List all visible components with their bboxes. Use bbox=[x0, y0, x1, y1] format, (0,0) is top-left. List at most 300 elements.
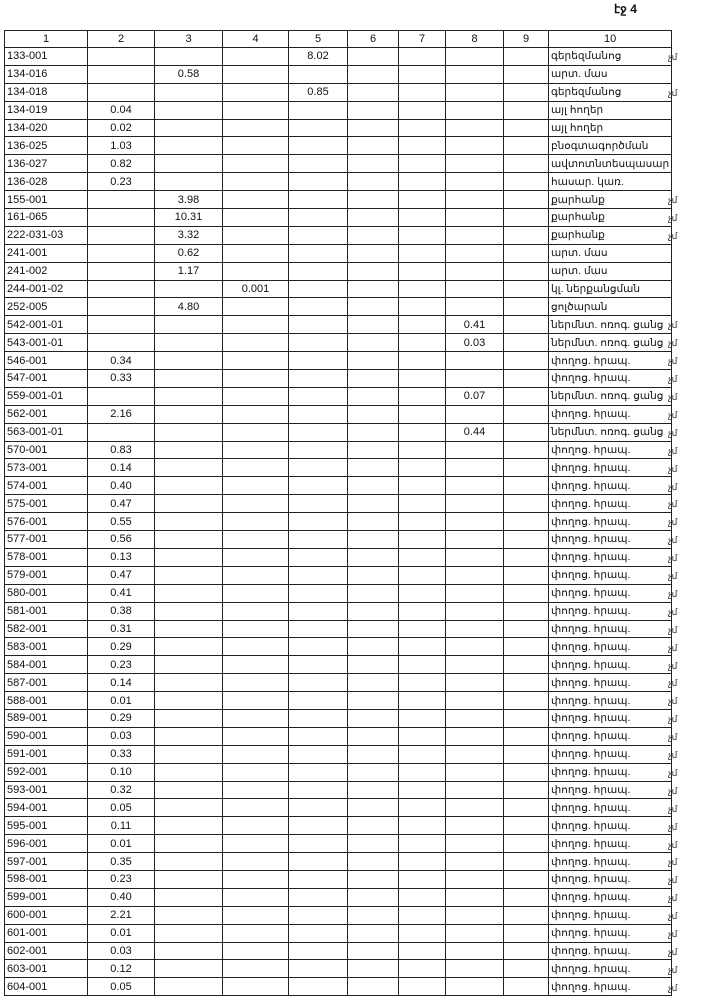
area-value bbox=[399, 835, 446, 853]
area-value bbox=[223, 709, 289, 727]
header-cell: 8 bbox=[446, 31, 504, 48]
area-value bbox=[289, 853, 348, 871]
land-use: ավտոտնտեսպասար bbox=[549, 155, 672, 173]
area-value bbox=[289, 101, 348, 119]
area-value bbox=[348, 674, 399, 692]
area-value bbox=[223, 83, 289, 101]
area-value bbox=[504, 942, 549, 960]
margin-mark: չմ bbox=[668, 821, 678, 832]
area-value bbox=[348, 942, 399, 960]
area-value: 0.47 bbox=[88, 495, 155, 513]
area-value bbox=[289, 817, 348, 835]
area-value bbox=[446, 620, 504, 638]
area-value bbox=[348, 978, 399, 996]
area-value bbox=[348, 244, 399, 262]
land-use: բնօգտագործման bbox=[549, 137, 672, 155]
land-use: քարհանք bbox=[549, 226, 672, 244]
area-value bbox=[289, 209, 348, 227]
parcel-code: 562-001 bbox=[5, 405, 88, 423]
margin-mark: չմ bbox=[668, 571, 678, 581]
area-value bbox=[155, 709, 223, 727]
area-value bbox=[504, 548, 549, 566]
margin-mark: չմ bbox=[668, 714, 678, 725]
area-value: 0.62 bbox=[155, 244, 223, 262]
area-value bbox=[446, 280, 504, 298]
area-value bbox=[155, 727, 223, 745]
area-value bbox=[155, 638, 223, 656]
area-value bbox=[399, 334, 446, 352]
land-use: փողոց. հրապ. bbox=[549, 459, 672, 477]
table-row bbox=[5, 870, 672, 888]
area-value: 0.13 bbox=[88, 548, 155, 566]
area-value: 0.47 bbox=[88, 566, 155, 584]
area-value: 2.21 bbox=[88, 906, 155, 924]
area-value bbox=[446, 209, 504, 227]
area-value bbox=[504, 423, 549, 441]
land-use: փողոց. հրապ. bbox=[549, 674, 672, 692]
area-value bbox=[155, 656, 223, 674]
area-value bbox=[289, 763, 348, 781]
area-value bbox=[446, 799, 504, 817]
area-value bbox=[155, 513, 223, 531]
area-value bbox=[155, 960, 223, 978]
area-value bbox=[504, 692, 549, 710]
margin-mark: չմ bbox=[668, 230, 678, 241]
land-table bbox=[4, 30, 672, 996]
parcel-code: 573-001 bbox=[5, 459, 88, 477]
table-row bbox=[5, 638, 672, 656]
table-row bbox=[5, 817, 672, 835]
area-value bbox=[155, 870, 223, 888]
area-value: 3.32 bbox=[155, 226, 223, 244]
area-value bbox=[348, 602, 399, 620]
margin-mark: չմ bbox=[668, 553, 678, 564]
parcel-code: 588-001 bbox=[5, 692, 88, 710]
area-value bbox=[399, 870, 446, 888]
area-value bbox=[504, 155, 549, 173]
area-value bbox=[446, 727, 504, 745]
area-value bbox=[348, 924, 399, 942]
area-value bbox=[504, 370, 549, 388]
table-row bbox=[5, 65, 672, 83]
parcel-code: 600-001 bbox=[5, 906, 88, 924]
area-value bbox=[399, 692, 446, 710]
area-value: 0.02 bbox=[88, 119, 155, 137]
parcel-code: 590-001 bbox=[5, 727, 88, 745]
table-row bbox=[5, 370, 672, 388]
area-value bbox=[504, 960, 549, 978]
table-row bbox=[5, 709, 672, 727]
parcel-code: 241-001 bbox=[5, 244, 88, 262]
area-value bbox=[289, 387, 348, 405]
area-value bbox=[155, 674, 223, 692]
parcel-code: 222-031-03 bbox=[5, 226, 88, 244]
table-row bbox=[5, 101, 672, 119]
area-value bbox=[446, 262, 504, 280]
area-value bbox=[348, 870, 399, 888]
area-value bbox=[289, 548, 348, 566]
margin-mark: չմ bbox=[668, 356, 678, 367]
area-value: 0.31 bbox=[88, 620, 155, 638]
area-value bbox=[348, 817, 399, 835]
parcel-code: 133-001 bbox=[5, 48, 88, 66]
area-value bbox=[348, 638, 399, 656]
header-cell: 4 bbox=[223, 31, 289, 48]
table-row bbox=[5, 191, 672, 209]
parcel-code: 563-001-01 bbox=[5, 423, 88, 441]
area-value bbox=[446, 155, 504, 173]
area-value bbox=[289, 960, 348, 978]
area-value bbox=[399, 101, 446, 119]
parcel-code: 575-001 bbox=[5, 495, 88, 513]
area-value bbox=[446, 960, 504, 978]
area-value bbox=[223, 173, 289, 191]
area-value bbox=[223, 101, 289, 119]
area-value bbox=[504, 387, 549, 405]
area-value bbox=[289, 316, 348, 334]
area-value bbox=[223, 119, 289, 137]
area-value bbox=[289, 888, 348, 906]
land-use: փողոց. հրապ. bbox=[549, 602, 672, 620]
area-value bbox=[223, 978, 289, 996]
parcel-code: 134-020 bbox=[5, 119, 88, 137]
margin-mark: չմ bbox=[668, 481, 678, 492]
area-value: 0.33 bbox=[88, 745, 155, 763]
margin-mark: չմ bbox=[668, 964, 678, 975]
area-value bbox=[289, 674, 348, 692]
area-value bbox=[504, 477, 549, 495]
area-value bbox=[399, 906, 446, 924]
area-value bbox=[223, 817, 289, 835]
area-value bbox=[399, 477, 446, 495]
area-value: 0.56 bbox=[88, 531, 155, 549]
land-use: արտ. մաս bbox=[549, 65, 672, 83]
area-value bbox=[223, 853, 289, 871]
margin-mark: չմ bbox=[668, 588, 678, 599]
land-use: կլ. ներքանցման bbox=[549, 280, 672, 298]
area-value bbox=[223, 352, 289, 370]
area-value bbox=[155, 387, 223, 405]
area-value bbox=[155, 763, 223, 781]
margin-mark: չմ bbox=[668, 857, 678, 868]
parcel-code: 577-001 bbox=[5, 531, 88, 549]
parcel-code: 136-027 bbox=[5, 155, 88, 173]
area-value bbox=[504, 119, 549, 137]
area-value: 0.23 bbox=[88, 870, 155, 888]
area-value: 0.40 bbox=[88, 477, 155, 495]
area-value bbox=[155, 316, 223, 334]
area-value bbox=[348, 835, 399, 853]
parcel-code: 599-001 bbox=[5, 888, 88, 906]
area-value bbox=[399, 781, 446, 799]
table-row bbox=[5, 244, 672, 262]
area-value bbox=[504, 763, 549, 781]
land-use: փողոց. հրապ. bbox=[549, 441, 672, 459]
area-value: 0.83 bbox=[88, 441, 155, 459]
area-value bbox=[88, 316, 155, 334]
area-value: 0.44 bbox=[446, 423, 504, 441]
margin-mark: չմ bbox=[668, 606, 678, 617]
area-value bbox=[399, 495, 446, 513]
land-use: փողոց. հրապ. bbox=[549, 620, 672, 638]
land-use: ներմնտ. ոռոգ. ցանց bbox=[549, 334, 672, 352]
area-value bbox=[155, 799, 223, 817]
table-row bbox=[5, 119, 672, 137]
area-value bbox=[446, 817, 504, 835]
area-value bbox=[223, 924, 289, 942]
area-value bbox=[446, 352, 504, 370]
land-use: ներմնտ. ոռոգ. ցանց bbox=[549, 423, 672, 441]
area-value bbox=[504, 316, 549, 334]
area-value bbox=[88, 244, 155, 262]
parcel-code: 134-016 bbox=[5, 65, 88, 83]
area-value bbox=[155, 334, 223, 352]
parcel-code: 241-002 bbox=[5, 262, 88, 280]
area-value bbox=[504, 226, 549, 244]
area-value: 8.02 bbox=[289, 48, 348, 66]
area-value bbox=[289, 495, 348, 513]
table-row bbox=[5, 83, 672, 101]
area-value: 0.07 bbox=[446, 387, 504, 405]
area-value bbox=[289, 602, 348, 620]
area-value bbox=[289, 638, 348, 656]
area-value bbox=[399, 119, 446, 137]
area-value bbox=[446, 942, 504, 960]
area-value bbox=[348, 584, 399, 602]
area-value bbox=[399, 566, 446, 584]
margin-mark: չմ bbox=[668, 660, 678, 671]
area-value bbox=[446, 137, 504, 155]
area-value bbox=[348, 191, 399, 209]
land-use: փողոց. հրապ. bbox=[549, 763, 672, 781]
land-use: փողոց. հրապ. bbox=[549, 495, 672, 513]
area-value bbox=[504, 727, 549, 745]
area-value bbox=[289, 906, 348, 924]
area-value bbox=[289, 191, 348, 209]
area-value bbox=[504, 620, 549, 638]
land-use: ներմնտ. ոռոգ. ցանց bbox=[549, 387, 672, 405]
area-value bbox=[289, 781, 348, 799]
table-row bbox=[5, 405, 672, 423]
area-value bbox=[399, 405, 446, 423]
area-value: 0.03 bbox=[446, 334, 504, 352]
area-value bbox=[399, 638, 446, 656]
area-value bbox=[88, 298, 155, 316]
area-value bbox=[289, 155, 348, 173]
area-value bbox=[399, 745, 446, 763]
area-value: 0.82 bbox=[88, 155, 155, 173]
area-value bbox=[504, 674, 549, 692]
area-value bbox=[289, 656, 348, 674]
margin-mark: չմ bbox=[668, 499, 678, 510]
parcel-code: 155-001 bbox=[5, 191, 88, 209]
area-value bbox=[223, 888, 289, 906]
area-value bbox=[504, 83, 549, 101]
area-value bbox=[289, 584, 348, 602]
area-value bbox=[399, 924, 446, 942]
margin-mark: չմ bbox=[668, 642, 678, 653]
margin-mark: չմ bbox=[668, 427, 678, 438]
area-value bbox=[348, 495, 399, 513]
land-use: փողոց. հրապ. bbox=[549, 745, 672, 763]
area-value bbox=[504, 262, 549, 280]
area-value bbox=[504, 835, 549, 853]
area-value: 0.23 bbox=[88, 656, 155, 674]
area-value bbox=[348, 226, 399, 244]
land-use: փողոց. հրապ. bbox=[549, 817, 672, 835]
parcel-code: 589-001 bbox=[5, 709, 88, 727]
area-value bbox=[504, 191, 549, 209]
area-value bbox=[504, 173, 549, 191]
area-value bbox=[155, 83, 223, 101]
area-value bbox=[155, 942, 223, 960]
parcel-code: 546-001 bbox=[5, 352, 88, 370]
area-value bbox=[289, 441, 348, 459]
area-value bbox=[504, 656, 549, 674]
area-value bbox=[289, 799, 348, 817]
table-row bbox=[5, 960, 672, 978]
area-value bbox=[446, 405, 504, 423]
table-row bbox=[5, 298, 672, 316]
area-value bbox=[504, 48, 549, 66]
area-value: 0.29 bbox=[88, 638, 155, 656]
land-use: փողոց. հրապ. bbox=[549, 978, 672, 996]
area-value bbox=[504, 584, 549, 602]
area-value bbox=[504, 638, 549, 656]
area-value bbox=[155, 459, 223, 477]
area-value bbox=[504, 924, 549, 942]
area-value bbox=[348, 888, 399, 906]
margin-mark: չմ bbox=[668, 750, 678, 760]
parcel-code: 574-001 bbox=[5, 477, 88, 495]
area-value bbox=[155, 477, 223, 495]
area-value bbox=[348, 459, 399, 477]
margin-mark: չմ bbox=[668, 445, 678, 456]
area-value bbox=[155, 441, 223, 459]
area-value bbox=[289, 870, 348, 888]
parcel-code: 543-001-01 bbox=[5, 334, 88, 352]
area-value bbox=[348, 209, 399, 227]
area-value bbox=[289, 513, 348, 531]
area-value bbox=[348, 298, 399, 316]
area-value bbox=[446, 835, 504, 853]
area-value bbox=[348, 316, 399, 334]
area-value bbox=[155, 101, 223, 119]
area-value bbox=[223, 960, 289, 978]
margin-mark: չմ bbox=[668, 982, 678, 993]
area-value: 0.14 bbox=[88, 459, 155, 477]
table-row bbox=[5, 441, 672, 459]
area-value bbox=[504, 745, 549, 763]
area-value bbox=[399, 244, 446, 262]
area-value: 0.29 bbox=[88, 709, 155, 727]
land-use: փողոց. հրապ. bbox=[549, 853, 672, 871]
area-value bbox=[348, 334, 399, 352]
parcel-code: 580-001 bbox=[5, 584, 88, 602]
land-use: փողոց. հրապ. bbox=[549, 727, 672, 745]
table-row bbox=[5, 495, 672, 513]
area-value bbox=[223, 674, 289, 692]
area-value bbox=[223, 727, 289, 745]
area-value bbox=[223, 602, 289, 620]
area-value bbox=[348, 65, 399, 83]
area-value bbox=[446, 745, 504, 763]
area-value bbox=[399, 370, 446, 388]
area-value bbox=[289, 370, 348, 388]
area-value bbox=[504, 209, 549, 227]
land-use: փողոց. հրապ. bbox=[549, 566, 672, 584]
area-value bbox=[504, 405, 549, 423]
area-value: 10.31 bbox=[155, 209, 223, 227]
area-value bbox=[348, 370, 399, 388]
table-row bbox=[5, 835, 672, 853]
parcel-code: 559-001-01 bbox=[5, 387, 88, 405]
parcel-code: 583-001 bbox=[5, 638, 88, 656]
parcel-code: 244-001-02 bbox=[5, 280, 88, 298]
table-row bbox=[5, 548, 672, 566]
area-value bbox=[446, 477, 504, 495]
area-value: 0.35 bbox=[88, 853, 155, 871]
table-row bbox=[5, 137, 672, 155]
area-value bbox=[155, 352, 223, 370]
parcel-code: 136-025 bbox=[5, 137, 88, 155]
area-value: 0.01 bbox=[88, 924, 155, 942]
parcel-code: 581-001 bbox=[5, 602, 88, 620]
area-value bbox=[223, 781, 289, 799]
area-value bbox=[348, 781, 399, 799]
area-value bbox=[399, 727, 446, 745]
area-value bbox=[446, 119, 504, 137]
area-value bbox=[223, 262, 289, 280]
land-use: փողոց. հրապ. bbox=[549, 405, 672, 423]
area-value bbox=[446, 495, 504, 513]
area-value bbox=[399, 316, 446, 334]
area-value bbox=[223, 531, 289, 549]
area-value bbox=[155, 173, 223, 191]
area-value bbox=[223, 477, 289, 495]
area-value bbox=[446, 441, 504, 459]
area-value bbox=[446, 531, 504, 549]
area-value bbox=[348, 352, 399, 370]
area-value bbox=[155, 853, 223, 871]
area-value bbox=[289, 244, 348, 262]
area-value bbox=[289, 352, 348, 370]
area-value bbox=[289, 531, 348, 549]
area-value bbox=[348, 960, 399, 978]
area-value bbox=[399, 942, 446, 960]
area-value bbox=[223, 745, 289, 763]
parcel-code: 597-001 bbox=[5, 853, 88, 871]
area-value bbox=[289, 65, 348, 83]
area-value bbox=[348, 441, 399, 459]
area-value bbox=[155, 280, 223, 298]
parcel-code: 595-001 bbox=[5, 817, 88, 835]
land-use: փողոց. հրապ. bbox=[549, 960, 672, 978]
area-value bbox=[348, 853, 399, 871]
area-value bbox=[399, 441, 446, 459]
area-value bbox=[155, 692, 223, 710]
area-value bbox=[399, 548, 446, 566]
margin-mark: չմ bbox=[668, 535, 678, 546]
land-use: քարհանք bbox=[549, 209, 672, 227]
area-value bbox=[223, 316, 289, 334]
area-value bbox=[504, 101, 549, 119]
area-value bbox=[348, 709, 399, 727]
land-use: այլ հողեր bbox=[549, 119, 672, 137]
area-value bbox=[504, 513, 549, 531]
area-value bbox=[504, 531, 549, 549]
land-use: փողոց. հրապ. bbox=[549, 477, 672, 495]
